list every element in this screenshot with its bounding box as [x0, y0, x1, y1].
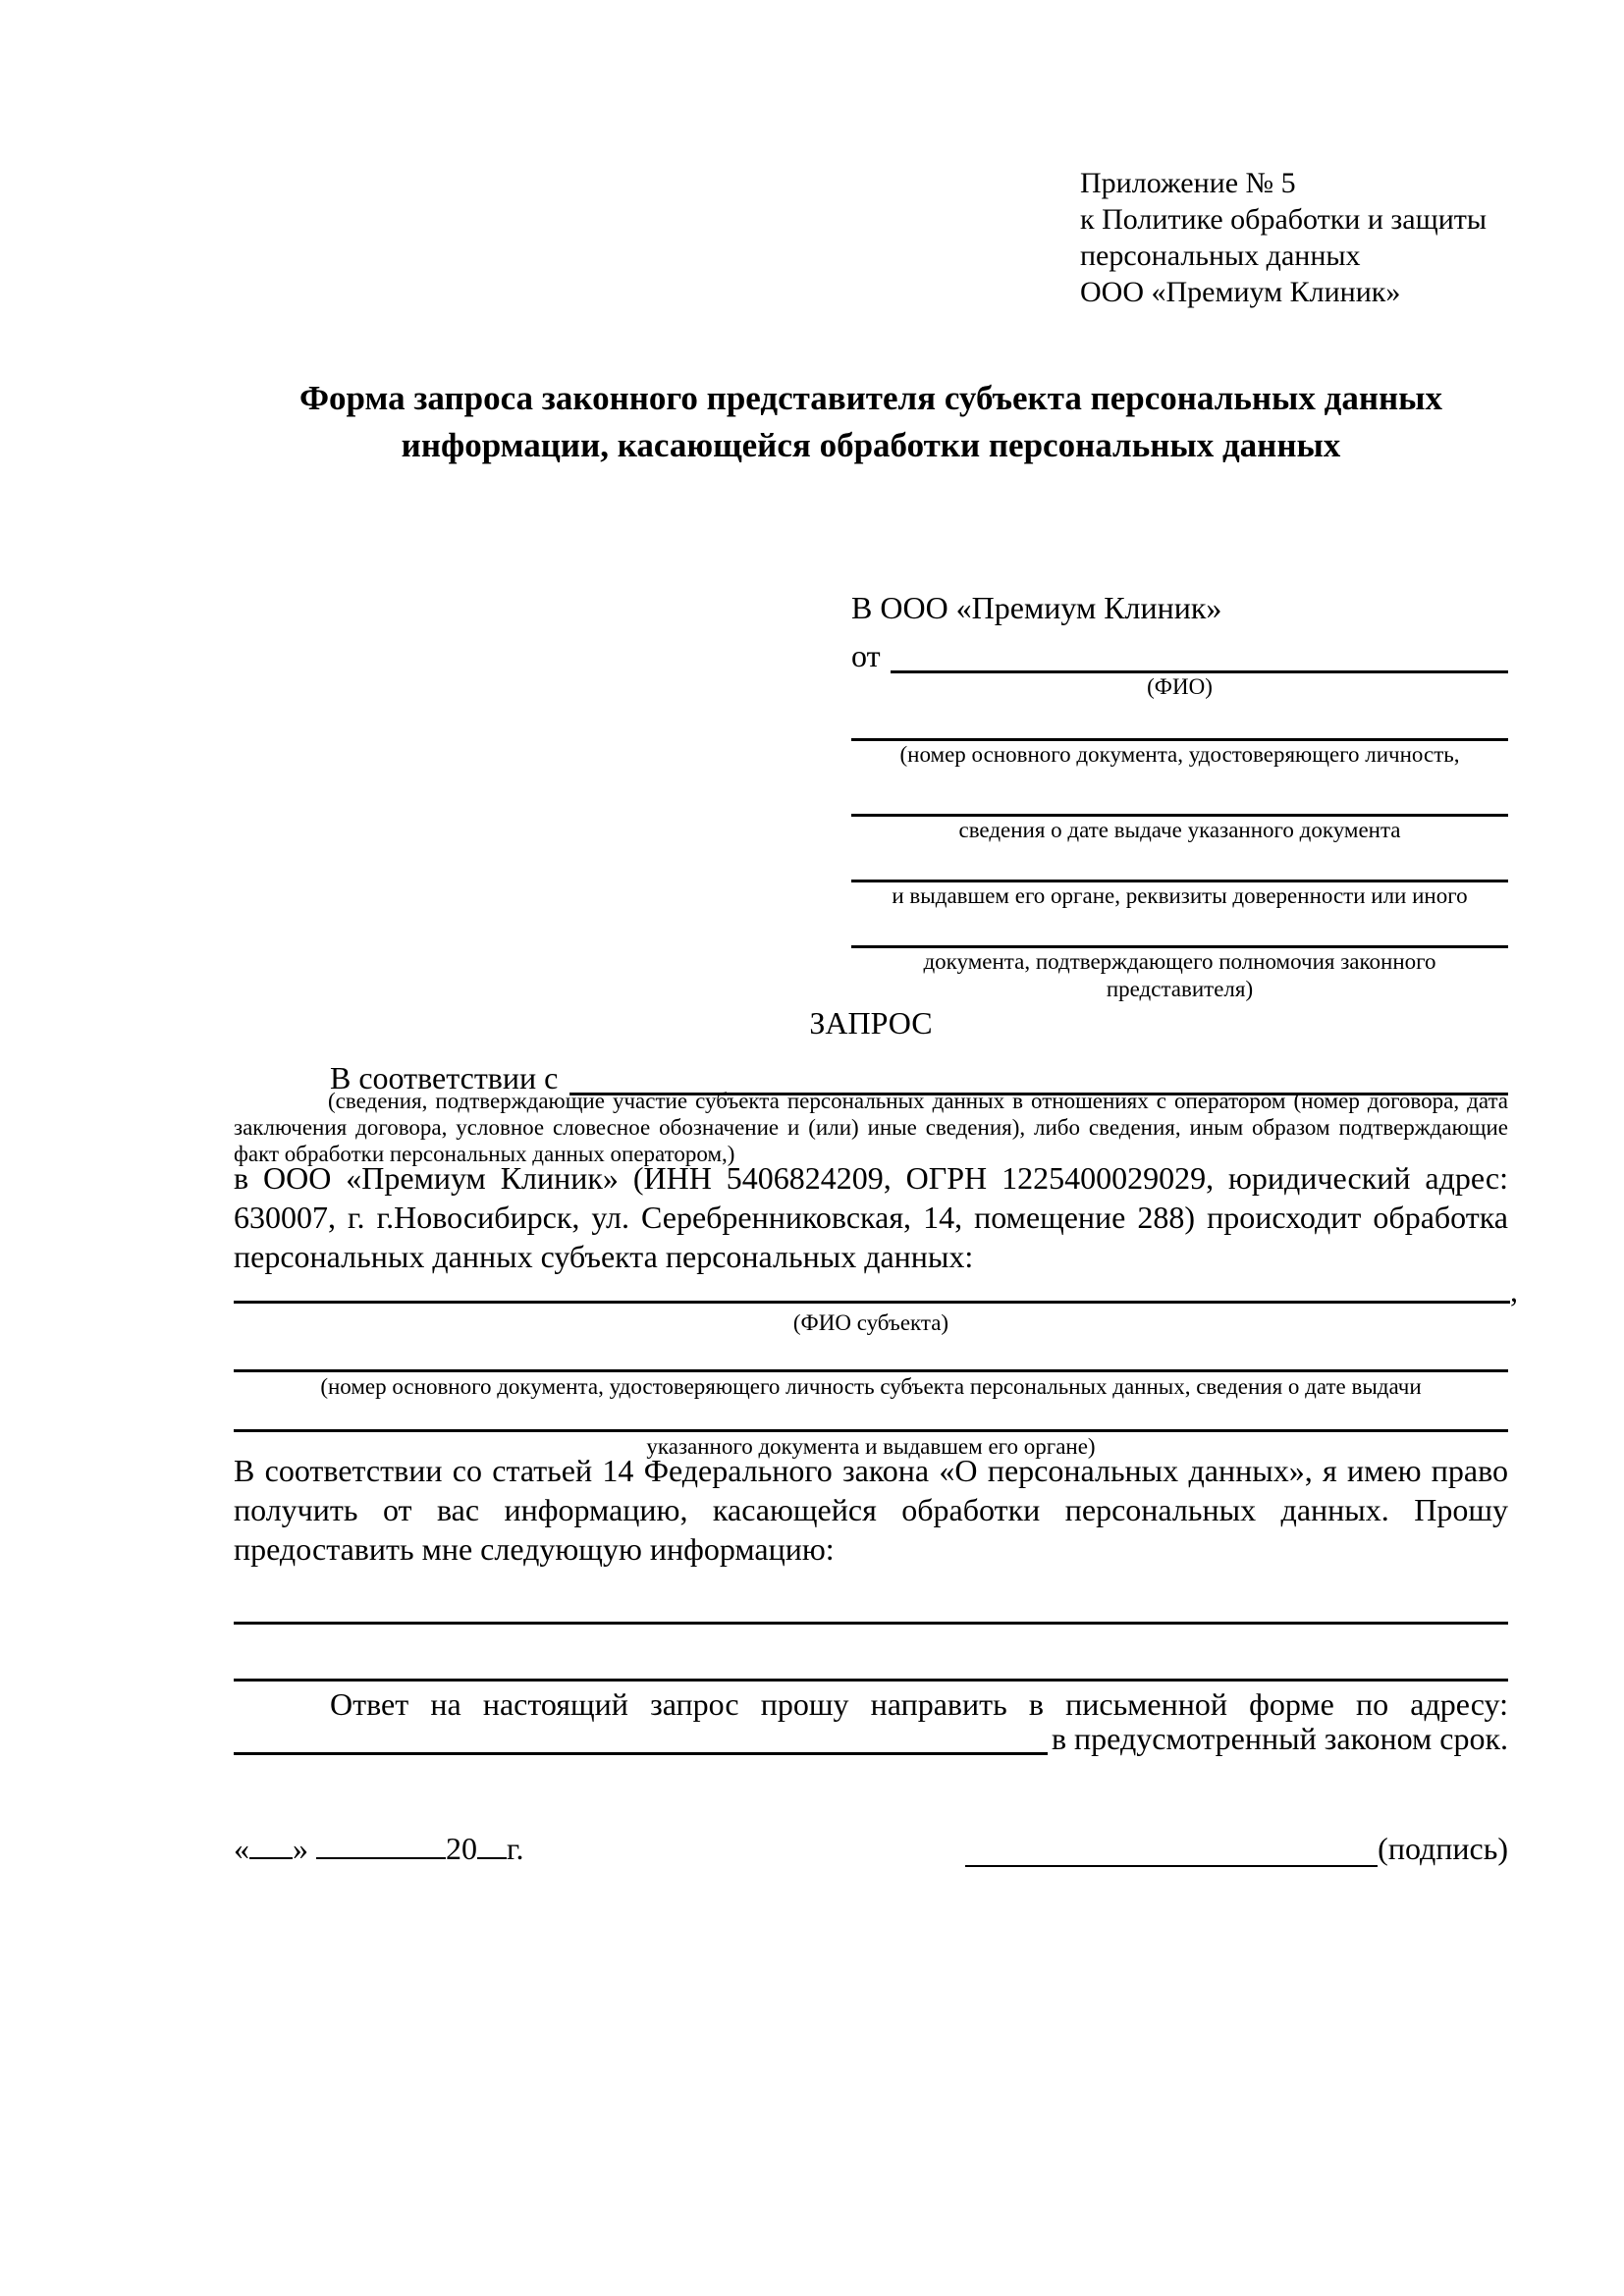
subject-comma: , — [1510, 1273, 1518, 1308]
from-row — [851, 634, 1508, 673]
request-heading: ЗАПРОС — [809, 1005, 933, 1041]
fio-caption: (ФИО) — [1147, 674, 1213, 699]
signature-caption: (подпись) — [1378, 1831, 1508, 1866]
date-field — [234, 1828, 524, 1867]
field-caption: и выдавшем его органе, реквизиты доверенности или иного — [892, 883, 1468, 908]
field-caption: документа, подтверждающего полномочия законного представителя) — [923, 949, 1436, 1001]
reply-paragraph-line: Ответ на настоящий запрос прошу направить в письменной форме по адресу: — [330, 1686, 1508, 1722]
reply-address-blank-line — [234, 1719, 1048, 1755]
field-caption: сведения о дате выдаче указанного документа — [958, 818, 1401, 842]
blank-line — [851, 701, 1508, 741]
addressee-block — [851, 587, 1508, 1001]
year-blank-line — [477, 1828, 507, 1859]
reply-address-row — [234, 1720, 1508, 1755]
accordance-caption: (сведения, подтверждающие участие субъекта персональных данных в отношениях с оператором (номер договора, дата заключения договора, условное словесное обозначение и (или) иные сведения), либо сведения, иным образом подтверждающие факт обработки персональных данных оператором,) — [234, 1089, 1508, 1166]
blank-line — [851, 769, 1508, 817]
signature-field — [965, 1831, 1508, 1867]
open-quote: « — [234, 1831, 249, 1866]
subject-doc-caption: (номер основного документа, удостоверяющего личность субъекта персональных данных, сведения о дате выдачи — [320, 1374, 1422, 1399]
subject-fio-caption: (ФИО субъекта) — [792, 1310, 949, 1335]
info-blank-line — [234, 1645, 1508, 1682]
day-blank-line — [249, 1828, 293, 1859]
from-label: от — [851, 638, 881, 673]
from-blank-line — [891, 637, 1508, 673]
law-paragraph: В соответствии со статьей 14 Федерального закона «О персональных данных», я имею право получить от вас информацию, касающейся обработки персональных данных. Прошу предоставить мне следующую информацию: — [234, 1453, 1508, 1567]
blank-line — [851, 910, 1508, 948]
year-suffix: г. — [507, 1831, 524, 1866]
operator-paragraph: в ООО «Премиум Клиник» (ИНН 5406824209, ОГРН 1225400029029, юридический адрес: 630007, г. г.Новосибирск, ул. Серебренниковская, 14, помещение 288) происходит обработка персональных данных субъекта персональных данных: — [234, 1160, 1508, 1274]
year-prefix: 20 — [446, 1831, 477, 1866]
field-caption: (номер основного документа, удостоверяющего личность, — [899, 742, 1460, 767]
signature-blank-line — [965, 1836, 1378, 1867]
appendix-line: персональных данных — [1080, 240, 1361, 272]
month-blank-line — [316, 1828, 446, 1859]
close-quote: » — [293, 1831, 308, 1866]
bottom-row — [234, 1828, 1508, 1867]
subject-doc-caption: указанного документа и выдавшем его органе) — [646, 1434, 1096, 1459]
subject-name-row — [234, 1270, 1518, 1308]
blank-line — [234, 1396, 1508, 1432]
document-title: Форма запроса законного представителя субъекта персональных данных информации, касающейся обработки персональных данных — [299, 379, 1442, 464]
accordance-label: В соответствии с — [330, 1060, 559, 1095]
appendix-line: ООО «Премиум Клиник» — [1080, 276, 1401, 308]
blank-line — [234, 1336, 1508, 1372]
appendix-block — [1080, 165, 1487, 310]
appendix-line: к Политике обработки и защиты — [1080, 203, 1488, 236]
blank-line — [851, 844, 1508, 882]
addressee-to: В ООО «Премиум Клиник» — [851, 590, 1222, 625]
subject-name-blank-line — [234, 1267, 1510, 1304]
info-blank-line — [234, 1588, 1508, 1625]
appendix-line: Приложение № 5 — [1080, 167, 1296, 199]
reply-tail: в предусмотренный законом срок. — [1051, 1721, 1508, 1756]
